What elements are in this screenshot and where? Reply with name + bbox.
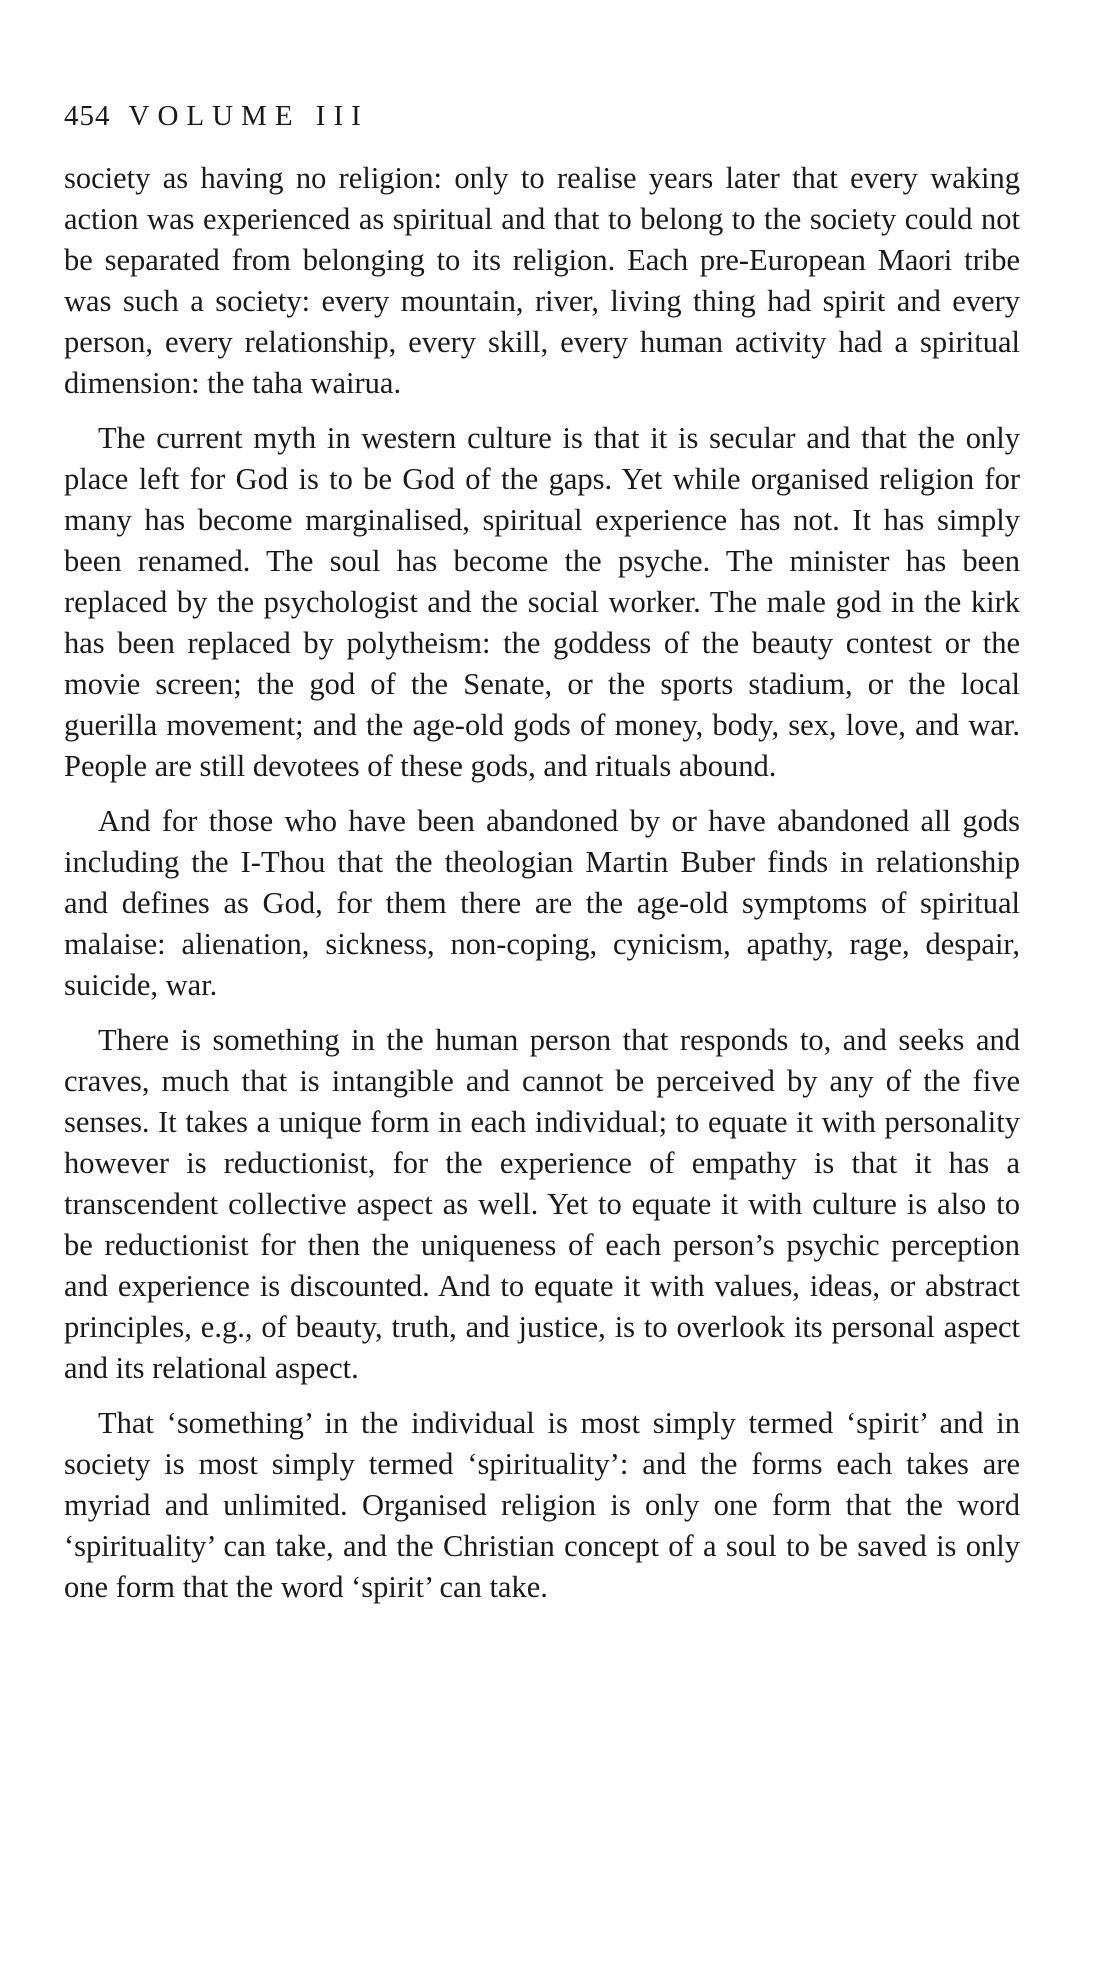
paragraph-continued: society as having no religion: only to realise years later that every waking action was experienced as spiritual and that to belong to the society could not be separated from belonging to its religion. Each pre-European Maori tribe was such a society: every mountain, river, living thing had spirit and every person, every relationship, every skill, every human activity had a spiritual dimension: the taha wairua. xyxy=(64,161,1020,400)
paragraph: And for those who have been abandoned by or have abandoned all gods including the I-Thou that the theologian Martin Buber finds in relationship and defines as God, for them there are the age-old symptoms of spiritual malaise: alienation, sickness, non-coping, cynicism, apathy, rage, despair, suicide, war. xyxy=(64,804,1020,1002)
page-number: 454 xyxy=(64,100,111,132)
paragraph: That ‘something’ in the individual is most simply termed ‘spirit’ and in society is most simply termed ‘spirituality’: and the forms each takes are myriad and unlimited. Organised religion is only one form that the word ‘spirituality’ can take, and the Christian concept of a soul to be saved is only one form that the word ‘spirit’ can take. xyxy=(64,1406,1020,1604)
paragraph: The current myth in western culture is that it is secular and that the only place left for God is to be God of the gaps. Yet while organised religion for many has become marginalised, spiritual experience has not. It has simply been renamed. The soul has become the psyche. The minister has been replaced by the psychologist and the social worker. The male god in the kirk has been replaced by polytheism: the goddess of the beauty contest or the movie screen; the god of the Senate, or the sports stadium, or the local guerilla movement; and the age-old gods of money, body, sex, love, and war. People are still devotees of these gods, and rituals abound. xyxy=(64,421,1020,783)
paragraph: There is something in the human person that responds to, and seeks and craves, much that is intangible and cannot be perceived by any of the five senses. It takes a unique form in each individual; to equate it with personality however is reductionist, for the experience of empathy is that it has a transcendent collective aspect as well. Yet to equate it with culture is also to be reductionist for then the uniqueness of each person’s psychic perception and experience is discounted. And to equate it with values, ideas, or abstract principles, e.g., of beauty, truth, and justice, is to overlook its personal aspect and its relational aspect. xyxy=(64,1023,1020,1385)
running-title: VOLUME III xyxy=(128,100,369,132)
running-head xyxy=(64,96,1020,136)
book-page xyxy=(64,96,1020,1622)
